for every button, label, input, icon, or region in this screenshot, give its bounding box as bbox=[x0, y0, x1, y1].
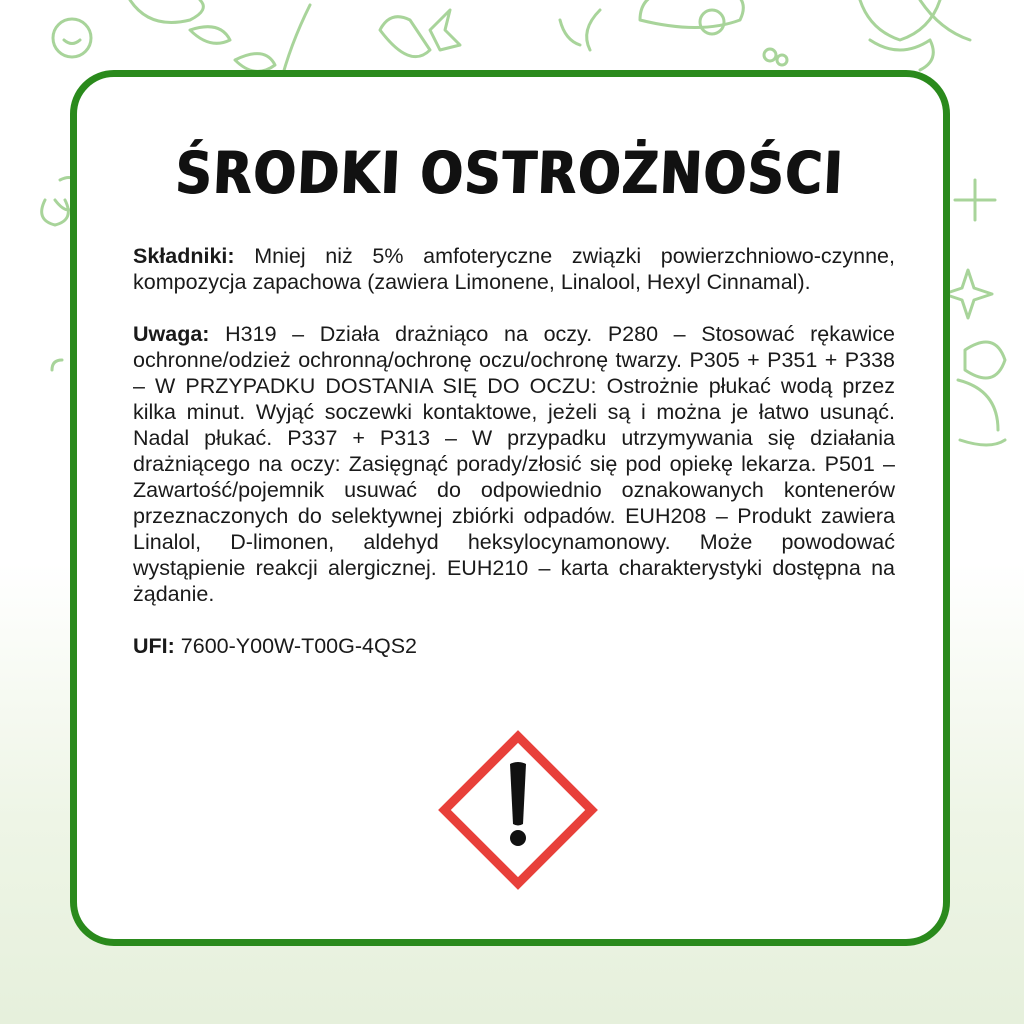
label-text bbox=[133, 243, 895, 685]
ufi-paragraph bbox=[133, 633, 895, 659]
ufi-label: UFI: bbox=[133, 634, 175, 658]
ingredients-paragraph bbox=[133, 243, 895, 295]
ingredients-label: Składniki: bbox=[133, 244, 235, 268]
warning-label: Uwaga: bbox=[133, 322, 210, 346]
ufi-value: 7600-Y00W-T00G-4QS2 bbox=[180, 634, 417, 658]
exclamation-mark-hazard-icon bbox=[430, 722, 606, 898]
warning-text: H319 – Działa drażniąco na oczy. P280 – Stosować rękawice ochronne/odzież ochronną/ochronę oczu/ochronę twarzy. P305 + P351 + P338 – W PRZYPADKU DOSTANIA SIĘ DO OCZU: Ostrożnie płukać wodą przez kilka minut. Wyjąć soczewki kontaktowe, jeżeli są i można je łatwo usunąć. Nadal płukać. P337 + P313 – W przypadku utrzymywania się działania drażniącego na oczy: Zasięgnąć porady/złosić się pod opiekę lekarza. P501 – Zawartość/pojemnik usuwać do odpowiednio oznakowanych kontenerów przeznaczonych do selektywnej zbiórki odpadów. EUH208 – Produkt zawiera Linalol, D-limonen, aldehyd heksylocynamonowy. Może powodować wystąpienie reakcji alergicznej. EUH210 – karta charakterystyki dostępna na żądanie. bbox=[133, 322, 895, 606]
precautions-card bbox=[70, 70, 950, 946]
warning-paragraph bbox=[133, 321, 895, 607]
ingredients-text: Mniej niż 5% amfoteryczne związki powierzchniowo-czynne, kompozycja zapachowa (zawiera Limonene, Linalool, Hexyl Cinnamal). bbox=[133, 244, 895, 294]
smiley-icon bbox=[53, 19, 91, 57]
page-title: ŚRODKI OSTROŻNOŚCI bbox=[174, 139, 846, 207]
